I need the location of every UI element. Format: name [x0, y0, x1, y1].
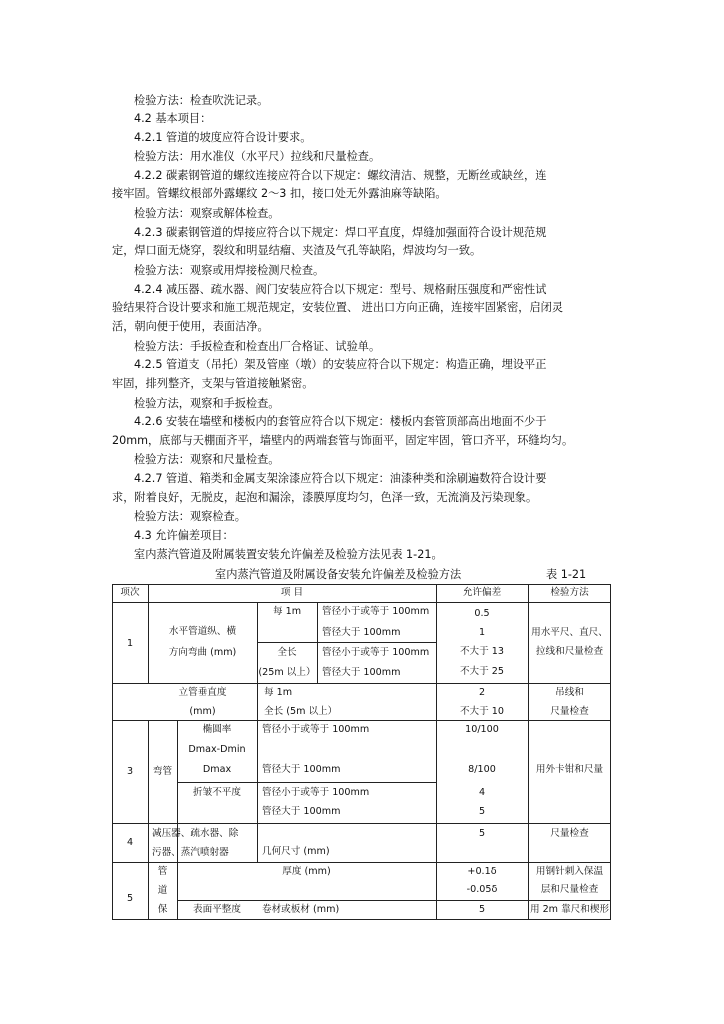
formula-numerator: Dmax-Dmin — [188, 744, 246, 755]
header-item: 项 目 — [280, 587, 304, 598]
condition: 管径小于或等于 100mm — [322, 647, 430, 658]
condition: 管径大于 100mm — [322, 667, 401, 678]
item-label: 立管垂直度 — [178, 687, 227, 698]
tolerance-value: 10/100 — [465, 724, 499, 735]
text-line: 4.2.7 管道、箱类和金属支架涂漆应符合以下规定：油漆种类和涂刷遍数符合设计要 — [134, 472, 547, 485]
tolerance-value: 不大于 13 — [459, 646, 505, 657]
sub-item: 折皱不平度 — [193, 787, 241, 798]
text-line: 检验方法，观察和手扳检查。 — [134, 397, 280, 410]
condition: 厚度 (mm) — [282, 866, 331, 877]
text-line: 4.2.5 管道支（吊托）架及管座（墩）的安装应符合以下规定：构造正确，埋设平正 — [134, 358, 547, 371]
sub-item: 椭圆率 — [202, 724, 232, 735]
text-line: 定，焊口面无烧穿，裂纹和明显结瘤、夹渣及气孔等缺陷，焊波均匀一致。 — [112, 244, 482, 257]
condition: 每 1m — [264, 687, 293, 698]
condition: 管径小于或等于 100mm — [262, 787, 370, 798]
text-line: 4.2.1 管道的坡度应符合设计要求。 — [134, 131, 312, 144]
text-line: 室内蒸汽管道及附属装置安装允许偏差及检验方法见表 1-21。 — [134, 548, 443, 561]
item-label: 减压器、疏水器、除 — [152, 828, 239, 839]
header-method: 检验方法 — [550, 587, 589, 598]
text-line: 检验方法：观察检查。 — [134, 510, 246, 523]
header-tolerance: 允许偏差 — [462, 587, 502, 598]
text-line: 4.2 基本项目： — [134, 112, 212, 125]
condition: 卷材或板材 (mm) — [262, 904, 340, 915]
header-no: 项次 — [120, 587, 140, 598]
condition: 管径小于或等于 100mm — [262, 724, 370, 735]
table-number: 表 1-21 — [546, 568, 587, 581]
item-label: (mm) — [189, 706, 216, 717]
condition: 管径大于 100mm — [262, 764, 341, 775]
method: 吊线和 — [555, 687, 584, 698]
method: 用 2m 靠尺和楔形 — [529, 904, 610, 915]
category-label: 管 — [157, 866, 168, 877]
condition: 管径大于 100mm — [262, 806, 341, 817]
tolerance-value: 5 — [478, 806, 486, 817]
item-label: 方向弯曲 (mm) — [168, 647, 237, 658]
table-title: 室内蒸汽管道及附属设备安装允许偏差及检验方法 — [215, 568, 462, 581]
text-line: 4.2.2 碳素钢管道的螺纹连接应符合以下规定：螺纹清洁、规整，无断丝或缺丝，连 — [134, 169, 547, 182]
tolerance-value: 4 — [478, 787, 486, 798]
text-line: 接牢固。管螺纹根部外露螺纹 2～3 扣，接口处无外露油麻等缺陷。 — [112, 187, 447, 200]
condition: 几何尺寸 (mm) — [262, 846, 330, 857]
text-line: 检验方法：观察或用焊接检测尺检查。 — [134, 264, 325, 277]
text-line: 20mm，底部与天棚面齐平，墙壁内的两端套管与饰面平，固定牢固，管口齐平，环缝均匀。 — [112, 434, 574, 447]
method: 尺量检查 — [550, 706, 589, 717]
method: 尺量检查 — [550, 828, 589, 839]
tolerance-value: 5 — [478, 828, 486, 839]
sub-item: 每 1m — [272, 606, 302, 617]
method: 用外卡钳和尺量 — [535, 764, 604, 775]
text-line: 验结果符合设计要求和施工规范规定，安装位置、 进出口方向正确，连接牢固紧密，启闭灵 — [112, 301, 564, 314]
item-label: 污器、蒸汽喷射器 — [152, 847, 229, 858]
text-line: 4.3 允许偏差项目： — [134, 529, 234, 542]
method: 层和尺量检查 — [540, 884, 599, 895]
text-line: 检验方法：用水准仪（水平尺）拉线和尺量检查。 — [134, 150, 381, 163]
text-line: 4.2.4 减压器、疏水器、阀门安装应符合以下规定：型号、规格耐压强度和严密性试 — [134, 283, 547, 296]
condition: 全长 (5m 以上） — [264, 706, 338, 717]
sub-item: 表面平整度 — [193, 904, 241, 915]
category-label: 道 — [157, 885, 168, 896]
text-line: 4.2.6 安装在墙壁和楼板内的套管应符合以下规定：楼板内套管顶部高出地面不少于 — [134, 415, 547, 428]
text-line: 检验方法：手扳检查和检查出厂合格证、试验单。 — [134, 340, 381, 353]
text-line: 4.2.3 碳素钢管道的焊接应符合以下规定：焊口平直度，焊缝加强面符合设计规范规 — [134, 226, 547, 239]
text-line: 检验方法：检查吹洗记录。 — [134, 94, 269, 107]
method: 用水平尺、直尺、 — [531, 627, 608, 638]
text-line: 检验方法：观察或解体检查。 — [134, 207, 280, 220]
tolerance-value: 0.5 — [474, 608, 490, 619]
text-line: 活，朝向便于使用，表面洁净。 — [112, 320, 269, 333]
tolerance-value: 1 — [478, 627, 486, 638]
sub-item: 全长 — [277, 647, 297, 658]
text-line: 求，附着良好，无脱皮，起泡和漏涂，漆膜厚度均匀，色泽一致，无流淌及污染现象。 — [112, 491, 538, 504]
method: 拉线和尺量检查 — [535, 646, 604, 657]
category-label: 弯管 — [152, 766, 173, 777]
tolerance-value: 不大于 10 — [459, 706, 505, 717]
category-label: 保 — [157, 904, 168, 915]
row-number: 3 — [126, 766, 134, 777]
method: 用钢针刺入保温 — [535, 866, 604, 877]
item-label: 水平管道纵、横 — [168, 626, 237, 637]
text-line: 检验方法：观察和尺量检查。 — [134, 453, 280, 466]
formula-denominator: Dmax — [202, 764, 232, 775]
tolerance-value: -0.05δ — [466, 884, 498, 895]
tolerance-table — [112, 584, 611, 920]
condition: 管径大于 100mm — [322, 627, 401, 638]
tolerance-value: 8/100 — [468, 764, 496, 775]
row-number: 1 — [126, 638, 134, 649]
tolerance-value: +0.1δ — [467, 866, 497, 877]
tolerance-value: 不大于 25 — [459, 666, 505, 677]
condition: 管径小于或等于 100mm — [322, 606, 430, 617]
tolerance-value: 5 — [478, 904, 486, 915]
text-line: 牢固，排列整齐，支架与管道接触紧密。 — [112, 377, 314, 390]
sub-item: (25m 以上） — [258, 667, 316, 678]
row-number: 4 — [126, 837, 134, 848]
row-number: 5 — [126, 893, 134, 904]
tolerance-value: 2 — [478, 687, 486, 698]
